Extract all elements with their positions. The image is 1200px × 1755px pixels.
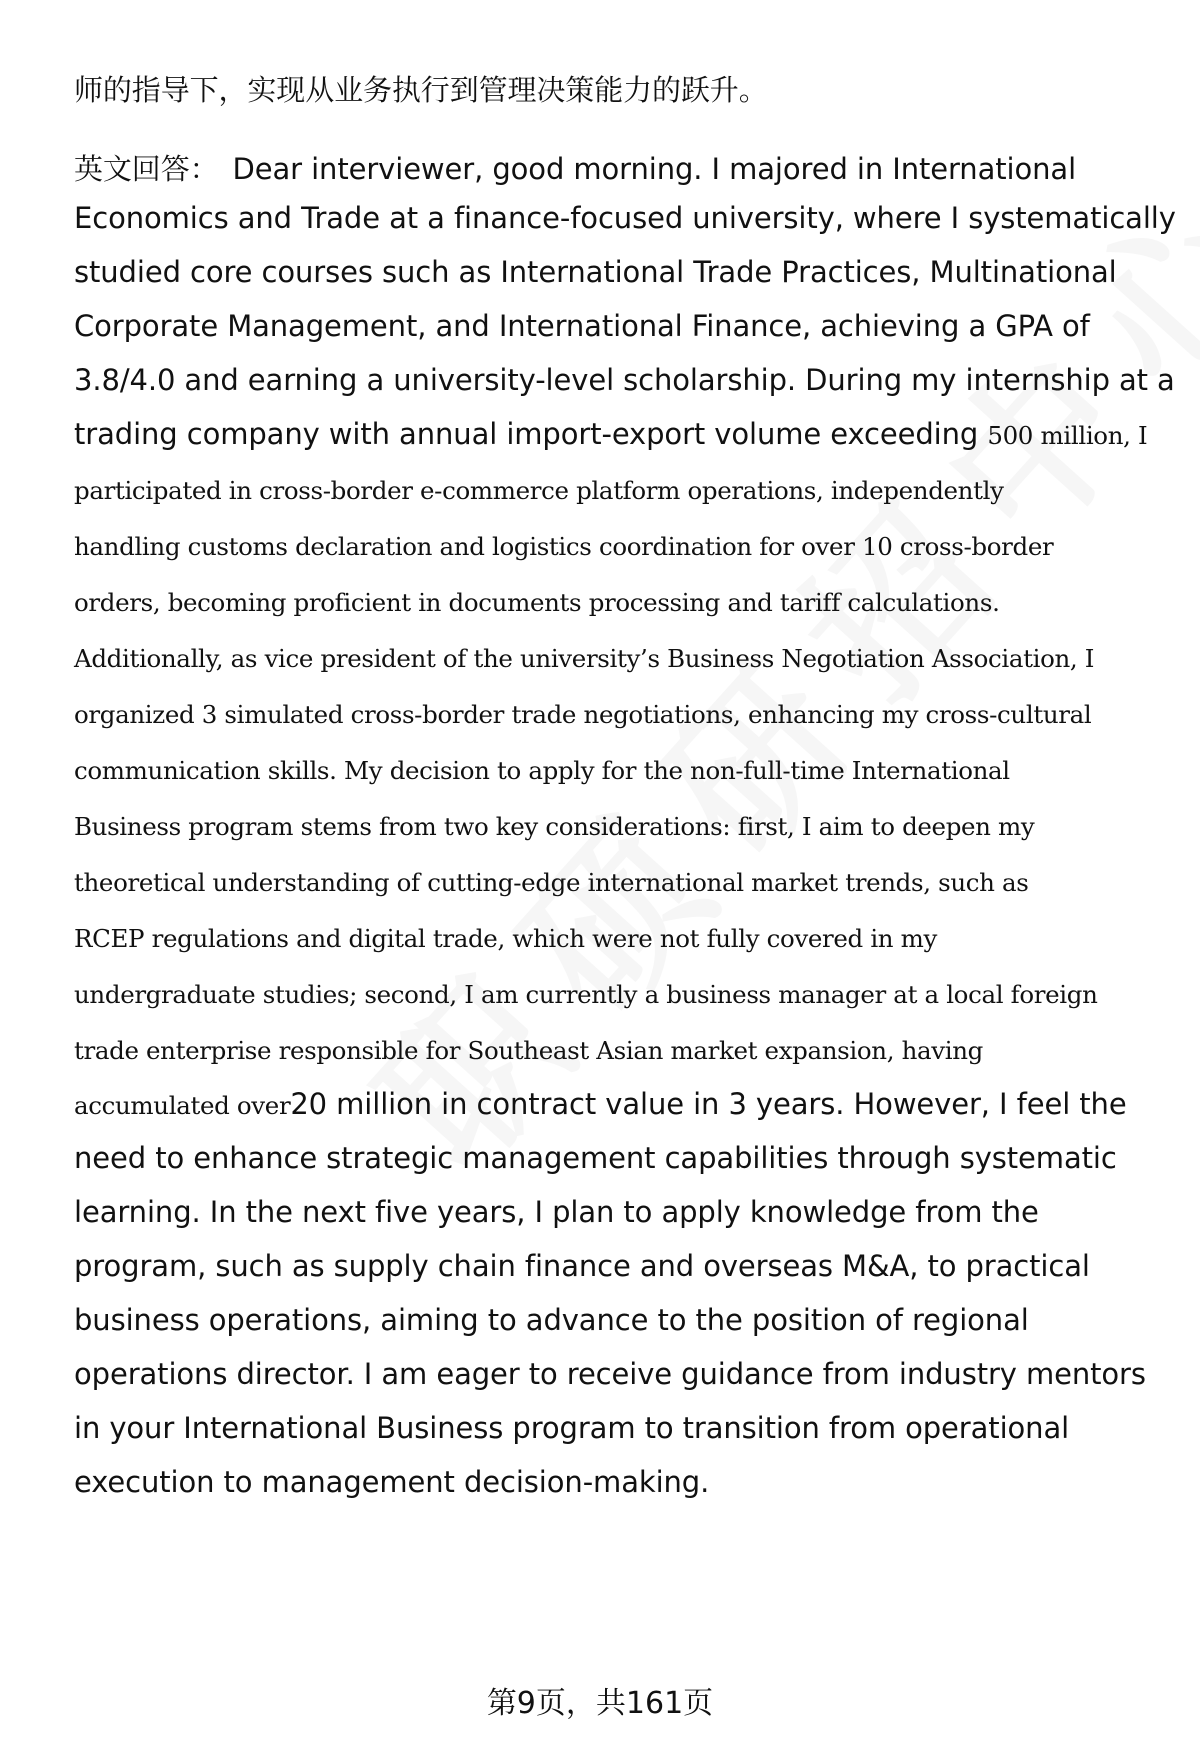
answer-line: 3.8/4.0 and earning a university-level scholarship. During my internship at a: [74, 363, 1175, 397]
answer-text: Dear interviewer, good morning. I majored in International: [232, 152, 1077, 186]
answer-text-serif: accumulated over: [74, 1091, 291, 1120]
answer-line: organized 3 simulated cross-border trade negotiations, enhancing my cross-cultural: [74, 700, 1092, 729]
answer-text-sans: 20 million in contract value in 3 years. However, I feel the: [290, 1087, 1127, 1121]
answer-line: in your International Business program to transition from operational: [74, 1411, 1070, 1445]
answer-line: orders, becoming proficient in documents processing and tariff calculations.: [74, 588, 1000, 617]
answer-line: program, such as supply chain finance and overseas M&A, to practical: [74, 1249, 1090, 1283]
answer-label: 英文回答：: [74, 152, 219, 186]
answer-line: learning. In the next five years, I plan to apply knowledge from the: [74, 1195, 1039, 1229]
intro-tail-line: 师的指导下，实现从业务执行到管理决策能力的跃升。: [74, 73, 768, 107]
answer-line: participated in cross-border e-commerce platform operations, independently: [74, 476, 1004, 505]
answer-text-sans: trading company with annual import-export volume exceeding: [74, 417, 988, 451]
answer-line-mixed: [74, 417, 1147, 451]
answer-line: handling customs declaration and logistics coordination for over 10 cross-border: [74, 532, 1054, 561]
answer-line-1: [74, 147, 1076, 188]
answer-line: business operations, aiming to advance to the position of regional: [74, 1303, 1029, 1337]
answer-line: Corporate Management, and International Finance, achieving a GPA of: [74, 309, 1090, 343]
answer-line: studied core courses such as International Trade Practices, Multinational: [74, 255, 1117, 289]
answer-line-mixed: [74, 1087, 1127, 1121]
answer-line: theoretical understanding of cutting-edge international market trends, such as: [74, 868, 1029, 897]
answer-line: operations director. I am eager to receive guidance from industry mentors: [74, 1357, 1146, 1391]
answer-line: need to enhance strategic management capabilities through systematic: [74, 1141, 1117, 1175]
answer-line: RCEP regulations and digital trade, which were not fully covered in my: [74, 924, 938, 953]
answer-text-serif: 500 million, I: [987, 421, 1148, 450]
answer-line: communication skills. My decision to apply for the non-full-time International: [74, 756, 1010, 785]
answer-line: Additionally, as vice president of the university’s Business Negotiation Association, I: [74, 644, 1095, 673]
answer-line: trade enterprise responsible for Southeast Asian market expansion, having: [74, 1036, 984, 1065]
answer-line: execution to management decision-making.: [74, 1465, 710, 1499]
answer-line: Business program stems from two key considerations: first, I aim to deepen my: [74, 812, 1035, 841]
answer-line: Economics and Trade at a finance-focused university, where I systematically: [74, 201, 1176, 235]
answer-line: undergraduate studies; second, I am currently a business manager at a local foreign: [74, 980, 1098, 1009]
page-number: 第9页，共161页: [486, 1686, 714, 1721]
